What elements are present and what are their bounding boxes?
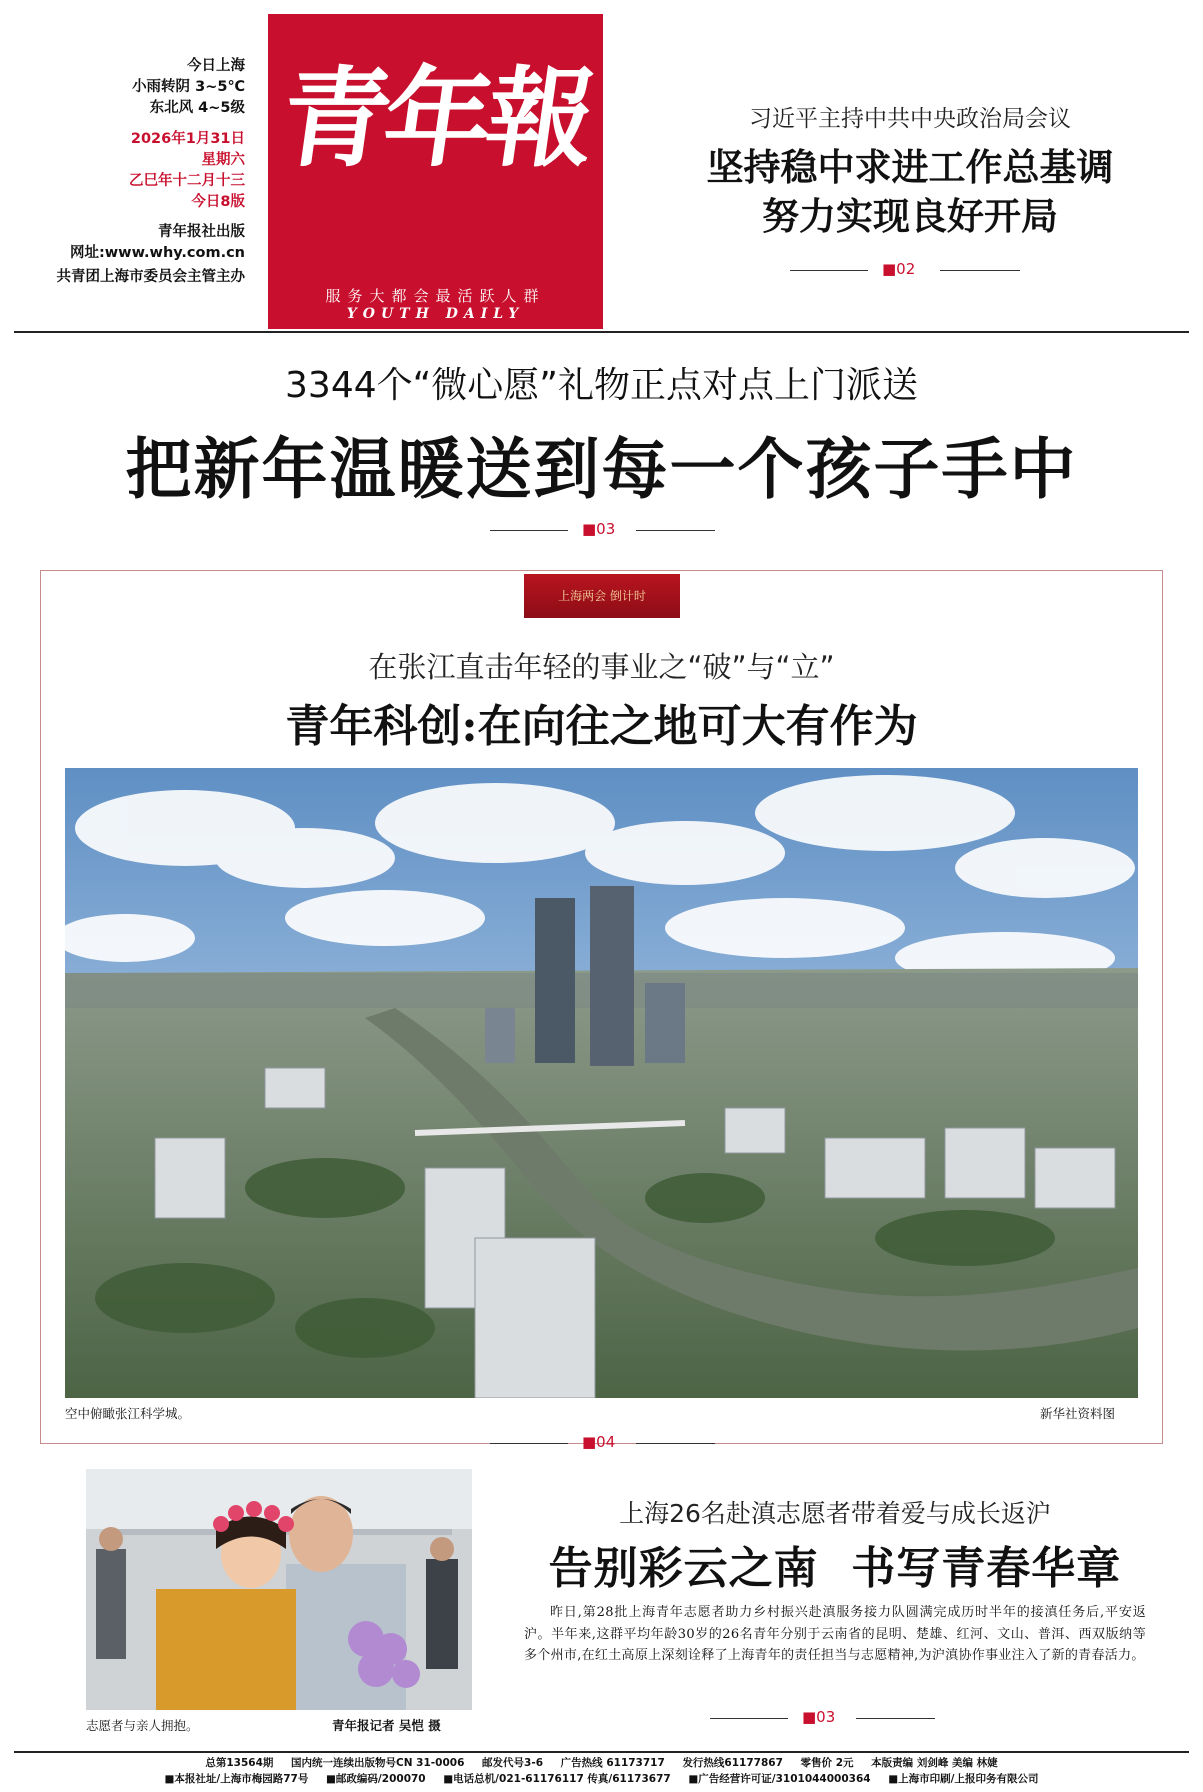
lead-story-kicker: 3344个“微心愿”礼物正点对点上门派送 xyxy=(285,365,918,406)
page-ref-label: ■03 xyxy=(582,520,616,538)
weather-label: 今日上海 xyxy=(187,58,245,74)
printer: ■上海市印刷/上报印务有限公司 xyxy=(888,1773,1039,1785)
page-count: 今日8版 xyxy=(191,194,245,210)
feature-headline: 青年科创:在向往之地可大有作为 xyxy=(285,701,918,752)
footer-divider xyxy=(14,1751,1189,1753)
lead-story-page-ref[interactable] xyxy=(490,520,715,540)
ad-license: ■广告经营许可证/3101044000364 xyxy=(688,1773,871,1785)
issue-number: 总第13564期 xyxy=(205,1757,274,1769)
postcode: ■邮政编码/200070 xyxy=(326,1773,426,1785)
lunar-date: 乙巳年十二月十三 xyxy=(129,173,245,189)
feature-kicker: 在张江直击年轻的事业之“破”与“立” xyxy=(368,650,835,684)
top-story-page-ref[interactable] xyxy=(790,260,1020,280)
aerial-city-illustration xyxy=(65,768,1138,1398)
top-story-kicker: 习近平主持中共中央政治局会议 xyxy=(749,106,1071,132)
sponsor: 共青团上海市委员会主管主办 xyxy=(56,269,245,285)
bottom-story-kicker: 上海26名赴滇志愿者带着爱与成长返沪 xyxy=(619,1499,1051,1528)
top-story xyxy=(640,100,1180,241)
masthead-info xyxy=(20,56,245,288)
logo-english-name: YOUTH DAILY xyxy=(346,306,525,322)
retail-price: 零售价 2元 xyxy=(800,1757,854,1769)
weather-line2: 东北风 4~5级 xyxy=(149,100,245,116)
bottom-story-headline: 告别彩云之南 书写青春华章 xyxy=(548,1543,1122,1594)
volunteer-hug-photo xyxy=(86,1469,472,1710)
bottom-photo-caption: 志愿者与亲人拥抱。 xyxy=(86,1718,199,1733)
footer-line2 xyxy=(0,1771,1203,1786)
top-story-headline-line2: 努力实现良好开局 xyxy=(762,195,1058,238)
newspaper-logo xyxy=(268,14,603,329)
bottom-story-page-ref[interactable] xyxy=(710,1708,935,1728)
logo-slogan: 服务大都会最活跃人群 xyxy=(325,287,546,305)
distribution-hotline: 发行热线61177867 xyxy=(682,1757,783,1769)
top-story-headline-line1: 坚持稳中求进工作总基调 xyxy=(706,146,1114,189)
editors: 本版责编 刘剑峰 美编 林婕 xyxy=(871,1757,998,1769)
postal-code-number: 邮发代号3-6 xyxy=(482,1757,544,1769)
cn-number: 国内统一连续出版物号CN 31-0006 xyxy=(291,1757,465,1769)
weekday: 星期六 xyxy=(201,152,245,168)
ad-hotline: 广告热线 61173717 xyxy=(560,1757,665,1769)
zhangjiang-aerial-photo xyxy=(65,768,1138,1398)
phone-fax: ■电话总机/021-61176117 传真/61173677 xyxy=(443,1773,671,1785)
bottom-photo-credit: 青年报记者 吴恺 摄 xyxy=(332,1718,441,1733)
feature-photo-credit: 新华社资料图 xyxy=(1040,1406,1116,1421)
lead-story-headline: 把新年温暖送到每一个孩子手中 xyxy=(125,431,1078,508)
issue-date: 2026年1月31日 xyxy=(130,131,245,147)
page-ref-label: ■04 xyxy=(582,1433,616,1451)
publisher: 青年报社出版 xyxy=(158,224,245,240)
two-sessions-badge: 上海两会 倒计时 xyxy=(524,574,680,618)
weather-line1: 小雨转阴 3~5℃ xyxy=(132,79,245,95)
footer-line1 xyxy=(0,1755,1203,1770)
feature-page-ref[interactable] xyxy=(490,1433,715,1453)
volunteer-hug-illustration xyxy=(86,1469,472,1710)
masthead-divider xyxy=(14,331,1189,333)
bottom-story-body: 昨日,第28批上海青年志愿者助力乡村振兴赴滇服务接力队圆满完成历时半年的接滇任务后,平安返沪。半年来,这群平均年龄30岁的26名青年分别于云南省的昆明、楚雄、红河、文山、普洱、西双版纳等多个州市,在红土高原上深刻诠释了上海青年的责任担当与志愿精神,为沪滇协作事业注入了新的青春活力。 xyxy=(524,1605,1146,1663)
website: 网址:www.why.com.cn xyxy=(69,245,245,261)
office-address: ■本报社址/上海市梅园路77号 xyxy=(164,1773,309,1785)
logo-text: 青年報 xyxy=(273,56,598,182)
page-ref-label: ■03 xyxy=(802,1708,836,1726)
feature-photo-caption: 空中俯瞰张江科学城。 xyxy=(65,1406,191,1421)
page-ref-label: ■02 xyxy=(882,260,916,278)
